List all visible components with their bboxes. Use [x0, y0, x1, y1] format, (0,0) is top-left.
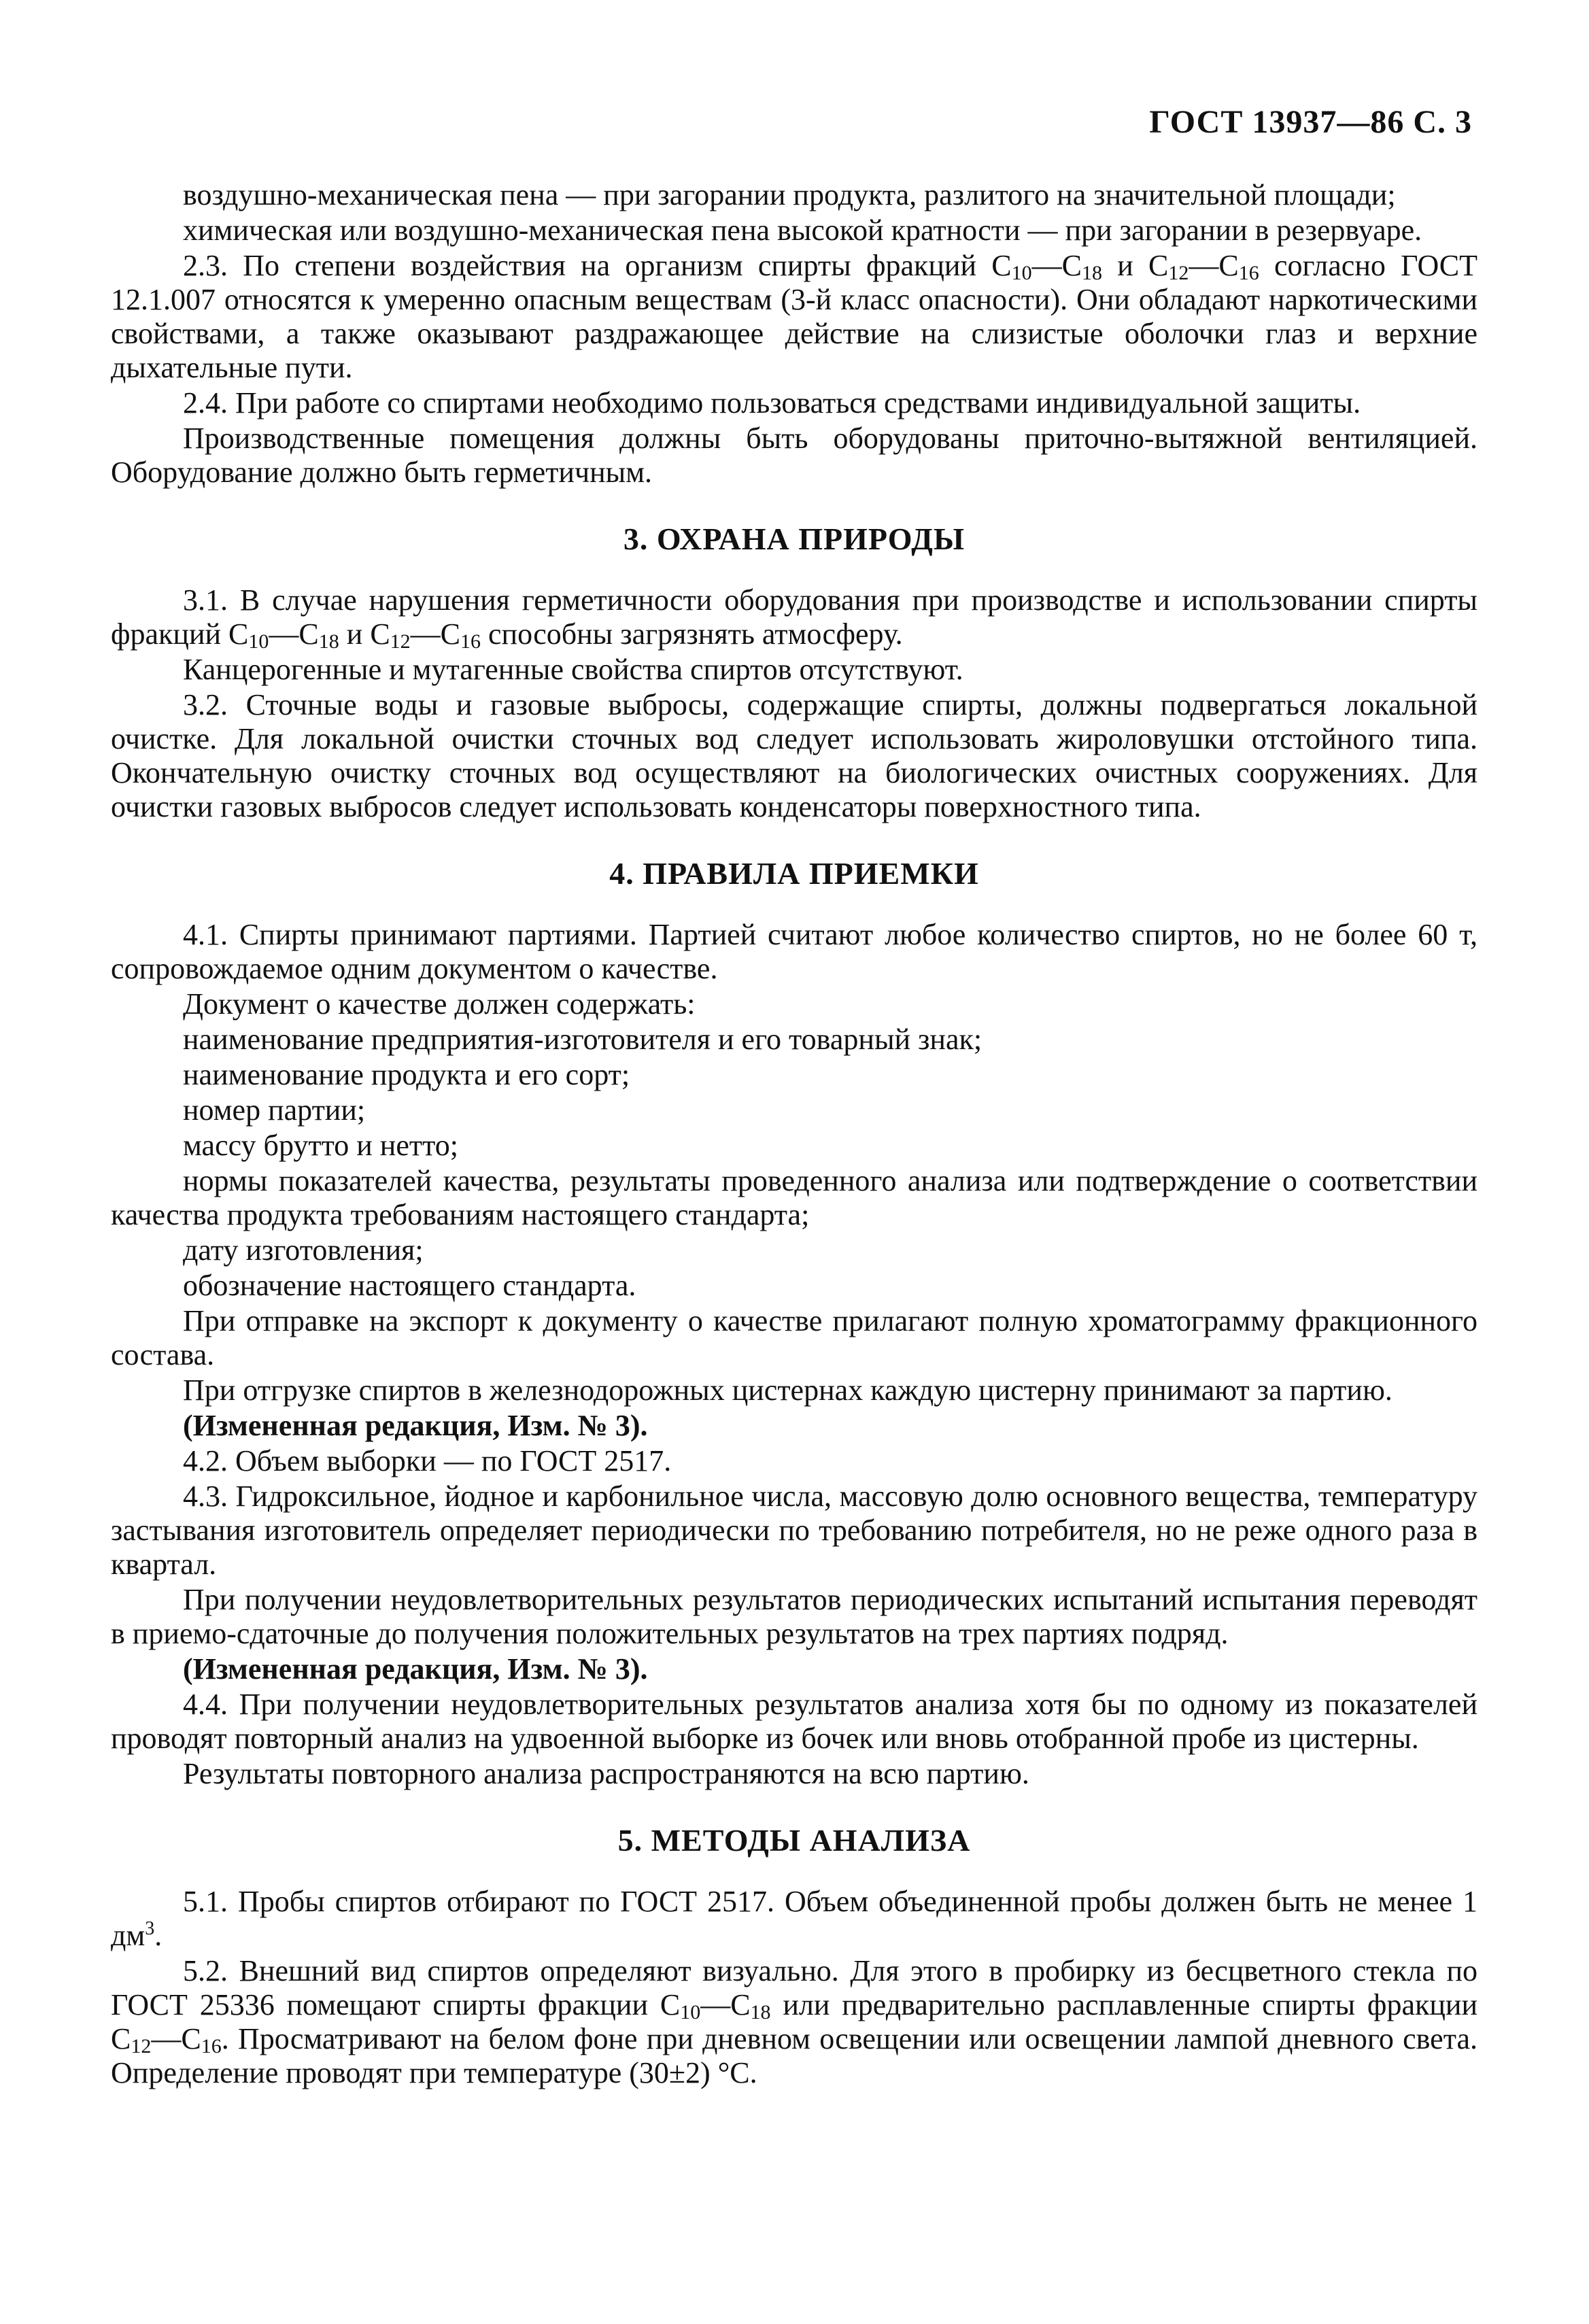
paragraph-4-4-results: Результаты повторного анализа распространяются на всю партию.: [183, 1757, 1029, 1790]
paragraph-foam-1: воздушно-механическая пена — при загорании продукта, разлитого на значительной площади;: [183, 178, 1396, 211]
doc-intro: Документ о качестве должен содержать:: [183, 987, 696, 1021]
paragraph-2-4: 2.4. При работе со спиртами необходимо пользоваться средствами индивидуальной защиты.: [183, 386, 1361, 420]
paragraph-foam-2: химическая или воздушно-механическая пена высокой кратности — при загорании в резервуаре.: [183, 213, 1422, 247]
paragraph-tank: При отгрузке спиртов в железнодорожных цистернах каждую цистерну принимают за партию.: [183, 1373, 1392, 1407]
list-item: обозначение настоящего стандарта.: [183, 1269, 636, 1302]
section-title-4: 4. ПРАВИЛА ПРИЕМКИ: [609, 856, 979, 891]
paragraph-5-2: 5.2. Внешний вид спиртов определяют визуально. Для этого в пробирку из бесцветного стекла по ГОСТ 25336 помещают спирты фракции $С_{10}—С_{18}$ или предварительно расплавленные спирты фракции $С_{12}—С_{16}$. Просматривают на белом фоне при дневном освещении или освещении лампой дневного света. Определение проводят при температуре (30±2) °С.: [111, 1954, 1477, 2089]
document-body: [111, 178, 1477, 2091]
list-item: нормы показателей качества, результаты проведенного анализа или подтверждение о соответствии качества продукта требованиям настоящего стандарта;: [111, 1164, 1477, 1231]
paragraph-3-2: 3.2. Сточные воды и газовые выбросы, содержащие спирты, должны подвергаться локальной очистке. Для локальной очистки сточных вод следует использовать жироловушки отстойного типа. Окончательную очистку сточных вод осуществляют на биологических очистных сооружениях. Для очистки газовых выбросов следует использовать конденсаторы поверхностного типа.: [111, 688, 1477, 823]
paragraph-2-4-ventilation: Производственные помещения должны быть оборудованы приточно-вытяжной вентиляцией. Оборудование должно быть герметичным.: [111, 422, 1477, 489]
list-item: дату изготовления;: [183, 1233, 424, 1267]
paragraph-4-3-periodic: При получении неудовлетворительных результатов периодических испытаний испытания переводят в приемо-сдаточные до получения положительных результатов на трех партиях подряд.: [111, 1583, 1477, 1650]
section-title-5: 5. МЕТОДЫ АНАЛИЗА: [617, 1823, 971, 1858]
paragraph-3-1: 3.1. В случае нарушения герметичности оборудования при производстве и использовании спирты фракций $С_{10}—С_{18}$ и $С_{12}—С_{16}$ способны загрязнять атмосферу.: [111, 583, 1477, 653]
section-title-3: 3. ОХРАНА ПРИРОДЫ: [623, 522, 966, 556]
paragraph-5-1: 5.1. Пробы спиртов отбирают по ГОСТ 2517. Объем объединенной пробы должен быть не менее 1 $дм^3$.: [111, 1885, 1477, 1952]
paragraph-3-1-carcinogenic: Канцерогенные и мутагенные свойства спиртов отсутствуют.: [183, 653, 963, 686]
paragraph-export: При отправке на экспорт к документу о качестве прилагают полную хроматограмму фракционного состава.: [111, 1304, 1477, 1371]
paragraph-4-3: 4.3. Гидроксильное, йодное и карбонильное числа, массовую долю основного вещества, температуру застывания изготовитель определяет периодически по требованию потребителя, но не реже одного раза в квартал.: [111, 1480, 1477, 1581]
list-item: наименование предприятия-изготовителя и его товарный знак;: [183, 1023, 983, 1056]
list-item: массу брутто и нетто;: [183, 1129, 458, 1162]
list-item: наименование продукта и его сорт;: [183, 1058, 630, 1091]
paragraph-4-2: 4.2. Объем выборки — по ГОСТ 2517.: [183, 1444, 672, 1477]
amendment-note: (Измененная редакция, Изм. № 3).: [183, 1652, 648, 1686]
amendment-note: (Измененная редакция, Изм. № 3).: [183, 1409, 648, 1442]
paragraph-4-4: 4.4. При получении неудовлетворительных результатов анализа хотя бы по одному из показателей проводят повторный анализ на удвоенной выборке из бочек или вновь отобранной пробе из цистерны.: [111, 1688, 1477, 1755]
paragraph-2-3: 2.3. По степени воздействия на организм спирты фракций $С_{10}—С_{18}$ и $С_{12}—С_{16}$ согласно ГОСТ 12.1.007 относятся к умеренно опасным веществам (3-й класс опасности). Они обладают наркотическими свойствами, а также оказывают раздражающее действие на слизистые оболочки глаз и верхние дыхательные пути.: [111, 249, 1477, 384]
paragraph-4-1: 4.1. Спирты принимают партиями. Партией считают любое количество спиртов, но не более 60 т, сопровождаемое одним документом о качестве.: [111, 918, 1477, 985]
list-item: номер партии;: [183, 1093, 366, 1127]
page-header: ГОСТ 13937—86 С. 3: [1149, 104, 1472, 140]
